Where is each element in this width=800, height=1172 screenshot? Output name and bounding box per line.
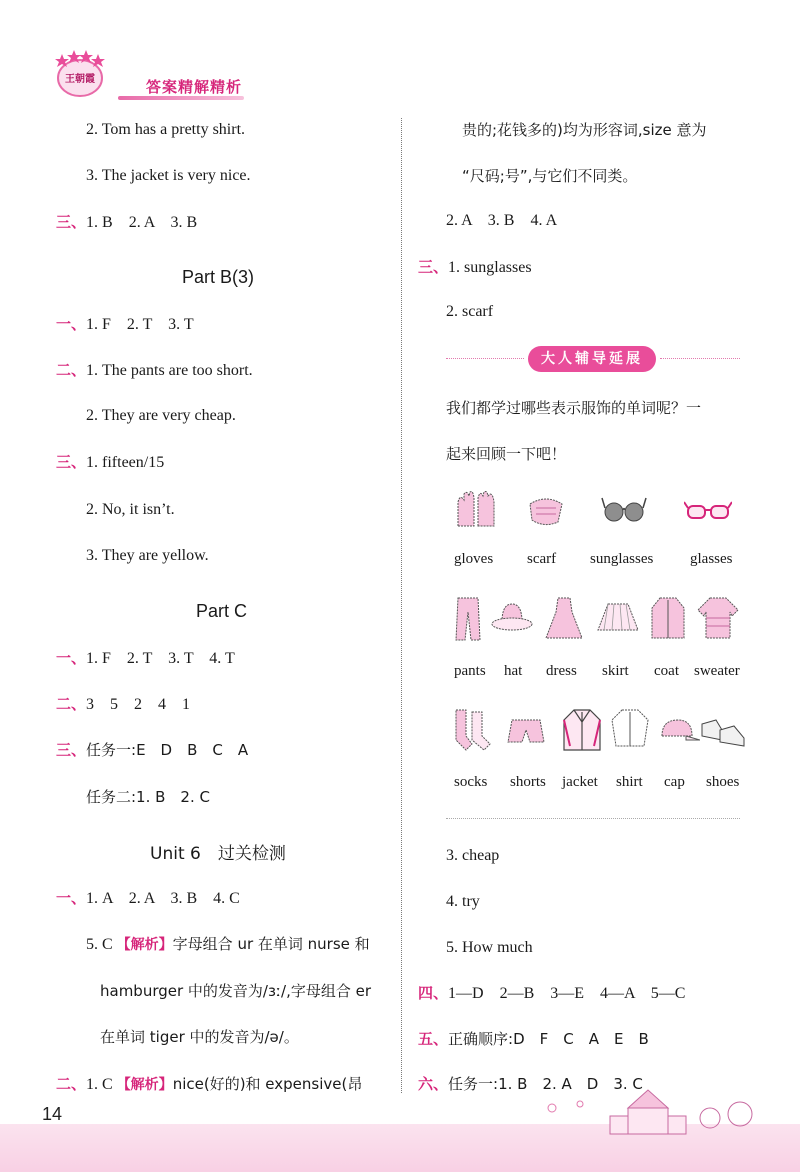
section-marker: 二、 [56, 695, 87, 713]
answer-text: 1. fifteen/15 [86, 454, 165, 471]
pants-picture [448, 594, 488, 644]
clothing-label: shoes [706, 774, 740, 790]
clothing-label: shorts [510, 774, 546, 790]
answer-line: “尺码;号”,与它们不同类。 [462, 167, 638, 185]
answer-text: 1. A 2. A 3. B 4. C [86, 890, 240, 907]
dress-picture [542, 594, 586, 644]
answer-line: 2. scarf [446, 303, 494, 320]
answer-text: 1. B 2. A 3. B [86, 214, 198, 231]
analysis-tag: 【解析】 [116, 937, 173, 953]
answer-text: 1. C [86, 1076, 113, 1093]
hat-picture [490, 594, 534, 644]
clothing-label: scarf [527, 551, 557, 567]
parent-guide-banner [446, 346, 740, 372]
guide-text: 起来回顾一下吧！ [446, 445, 567, 463]
answer-text: 5. C [86, 936, 113, 953]
header-underline [118, 96, 244, 100]
answer-line: 在单词 tiger 中的发音为/ə/。 [100, 1028, 299, 1046]
answer-line: 5. How much [446, 939, 533, 956]
clothing-label: shirt [616, 774, 643, 790]
section-marker: 三、 [418, 258, 449, 276]
clothing-label: sweater [694, 663, 740, 679]
answer-text: 1. sunglasses [448, 259, 532, 276]
coat-picture [648, 594, 688, 644]
answer-line: 贵的;花钱多的)均为形容词,size 意为 [462, 121, 707, 139]
answer-line [418, 257, 532, 278]
shorts-picture [504, 706, 548, 756]
answer-line: 3. They are yellow. [86, 547, 209, 564]
analysis-tag: 【解析】 [116, 1077, 173, 1093]
glasses-picture [684, 488, 732, 532]
section-marker: 一、 [56, 889, 87, 907]
answer-text: 正确顺序:D F C A E B [448, 1030, 649, 1048]
answer-line: 2. Tom has a pretty shirt. [86, 121, 246, 138]
answer-line [56, 360, 253, 381]
section-heading: Part C [196, 601, 248, 621]
answer-line: 3. cheap [446, 847, 500, 864]
answer-line: 2. A 3. B 4. A [446, 212, 558, 229]
column-divider [401, 118, 402, 1093]
analysis-text: 字母组合 ur 在单词 nurse 和 [172, 935, 370, 953]
clothing-label: dress [546, 663, 577, 679]
answer-text: 1. F 2. T 3. T [86, 316, 194, 333]
answer-line: 4. try [446, 893, 480, 910]
shirt-picture [608, 706, 652, 756]
skirt-picture [596, 594, 640, 644]
sweater-picture [696, 594, 740, 644]
sunglasses-picture [600, 488, 648, 532]
logo-text: 王朝霞 [65, 74, 95, 85]
answer-line [56, 212, 197, 233]
section-marker: 二、 [56, 361, 87, 379]
clothing-label: gloves [454, 551, 494, 567]
section-marker: 三、 [56, 741, 87, 759]
shoes-picture [698, 706, 746, 756]
section-marker: 一、 [56, 649, 87, 667]
unit-title: Unit 6 过关检测 [150, 844, 286, 864]
scarf-picture [522, 488, 570, 532]
banner-label: 大人辅导延展 [528, 346, 656, 372]
clothing-label: sunglasses [590, 551, 654, 567]
analysis-text: nice(好的)和 expensive(昂 [172, 1075, 363, 1093]
section-marker: 四、 [418, 984, 449, 1002]
section-marker: 六、 [418, 1075, 449, 1093]
answer-line [56, 694, 190, 715]
banner-dots-right [660, 358, 740, 359]
answer-line [86, 934, 370, 955]
section-heading: Part B(3) [182, 267, 255, 287]
section-marker: 二、 [56, 1075, 87, 1093]
answer-line [56, 452, 164, 473]
section-marker: 一、 [56, 315, 87, 333]
answer-text: 1. F 2. T 3. T 4. T [86, 650, 235, 667]
answer-line [418, 983, 685, 1004]
brand-logo [48, 44, 112, 100]
answer-line: 2. No, it isn’t. [86, 501, 175, 518]
clothing-label: hat [504, 663, 523, 679]
answer-line [56, 740, 248, 761]
gloves-picture [452, 488, 500, 532]
answer-text: 任务一:1. B 2. A D 3. C [448, 1075, 643, 1093]
banner-dots-left [446, 358, 524, 359]
answer-line [56, 888, 240, 909]
answer-text: 1. The pants are too short. [86, 362, 253, 379]
answer-line: 2. They are very cheap. [86, 407, 236, 424]
jacket-picture [560, 706, 604, 756]
clothing-label: skirt [602, 663, 629, 679]
answer-line: 3. The jacket is very nice. [86, 167, 251, 184]
answer-line [418, 1029, 649, 1050]
section-separator [446, 818, 740, 819]
answer-line [56, 1074, 362, 1095]
answer-text: 任务一:E D B C A [86, 741, 249, 759]
header-title: 答案精解精析 [146, 78, 243, 96]
section-marker: 五、 [418, 1030, 449, 1048]
answer-line [56, 648, 235, 669]
clothing-label: glasses [690, 551, 733, 567]
answer-text: 3 5 2 4 1 [86, 696, 191, 713]
socks-picture [450, 706, 494, 756]
answer-line [56, 314, 194, 335]
section-heading [150, 842, 286, 865]
clothing-label: cap [664, 774, 685, 790]
section-marker: 三、 [56, 453, 87, 471]
page-number: 14 [42, 1104, 63, 1124]
guide-text: 我们都学过哪些表示服饰的单词呢？一 [446, 399, 702, 417]
clothing-label: socks [454, 774, 488, 790]
answer-line: hamburger 中的发音为/ɜː/,字母组合 er [100, 982, 371, 1000]
answer-line: 任务二:1. B 2. C [86, 788, 210, 806]
cap-picture [656, 706, 700, 756]
section-marker: 三、 [56, 213, 87, 231]
clothing-label: jacket [562, 774, 598, 790]
clothing-label: pants [454, 663, 486, 679]
castle-decoration [540, 1088, 760, 1136]
clothing-label: coat [654, 663, 679, 679]
answer-text: 1—D 2—B 3—E 4—A 5—C [448, 985, 686, 1002]
